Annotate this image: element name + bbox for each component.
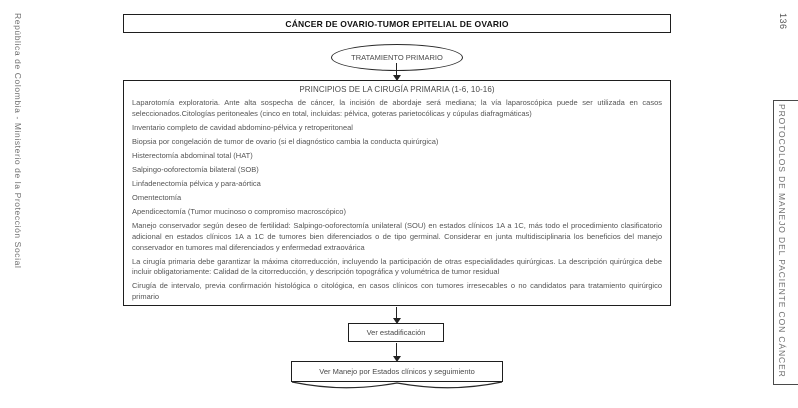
- see-management-node: Ver Manejo por Estados clínicos y seguimiento: [291, 361, 503, 382]
- principles-item: Linfadenectomía pélvica y para-aórtica: [132, 179, 261, 189]
- arrow-down-3: [392, 343, 401, 362]
- principles-item: Biopsia por congelación de tumor de ovario (si el diagnóstico cambia la conducta quirúrgica): [132, 136, 439, 146]
- right-rule-cap-top: [773, 100, 798, 101]
- left-margin-text: República de Colombia - Ministerio de la Protección Social: [13, 13, 23, 269]
- principles-item-list: [132, 98, 662, 303]
- arrow-shaft: [396, 343, 397, 357]
- principles-item: La cirugía primaria debe garantizar la máxima citorreducción, incluyendo la participación de otras especialidades quirúrgicas. La descripción quirúrgica debe incluir obligatoriamente: Calidad de la citorreducción, y descripción topográfica y volumétrica de tumor residual: [132, 256, 662, 277]
- principles-heading: PRINCIPIOS DE LA CIRUGÍA PRIMARIA (1-6, 10-16): [299, 85, 495, 94]
- principles-item: Omentectomía: [132, 193, 182, 203]
- principles-box: [123, 80, 671, 306]
- principles-item: Inventario completo de cavidad abdomino-pélvica y retroperitoneal: [132, 122, 353, 132]
- start-node-ellipse: TRATAMIENTO PRIMARIO: [331, 44, 463, 71]
- arrow-down-2: [392, 307, 401, 324]
- page-number: 136: [778, 13, 788, 30]
- principles-item: Cirugía de intervalo, previa confirmación histológica o citológica, en casos clínicos con tumores irresecables o no candidatos para tratamiento quirúrgico primario: [132, 281, 662, 301]
- right-rule-cap-bottom: [773, 384, 798, 385]
- right-margin-text: PROTOCOLOS DE MANEJO DEL PACIENTE CON CÁNCER: [777, 104, 787, 378]
- principles-item: Manejo conservador según deseo de fertilidad: Salpingo-ooforectomía unilateral (SOU) en estados clínicos 1A a 1C, más todo el procedimiento clasificatorio adicional en estados clínicos 1A a 1C de tumores bien diferenciados o de tipo germinal. Considerar en junta multidisciplinaria los beneficios del manejo conservador en tumores mal diferenciados y enfermedad extraovárica: [132, 221, 662, 252]
- right-rule-vertical: [773, 100, 774, 384]
- see-staging-node: Ver estadificación: [348, 323, 444, 342]
- principles-item: Apendicectomía (Tumor mucinoso o compromiso macroscópico): [132, 207, 346, 217]
- management-node-wave-decoration: [291, 381, 503, 392]
- principles-item: Laparotomía exploratoria. Ante alta sospecha de cáncer, la incisión de abordaje será mediana; la vía laparoscópica puede ser utilizada en casos seleccionados.Citologías peritoneales (cinco en total, incluidas: pélvica, goteras parietocólicas y cúpulas diafragmáticas): [132, 98, 662, 118]
- principles-item: Salpingo-ooforectomía bilateral (SOB): [132, 164, 259, 174]
- arrow-down-1: [392, 63, 401, 81]
- chart-title-box: CÁNCER DE OVARIO-TUMOR EPITELIAL DE OVARIO: [123, 14, 671, 33]
- principles-item: Histerectomía abdominal total (HAT): [132, 150, 253, 160]
